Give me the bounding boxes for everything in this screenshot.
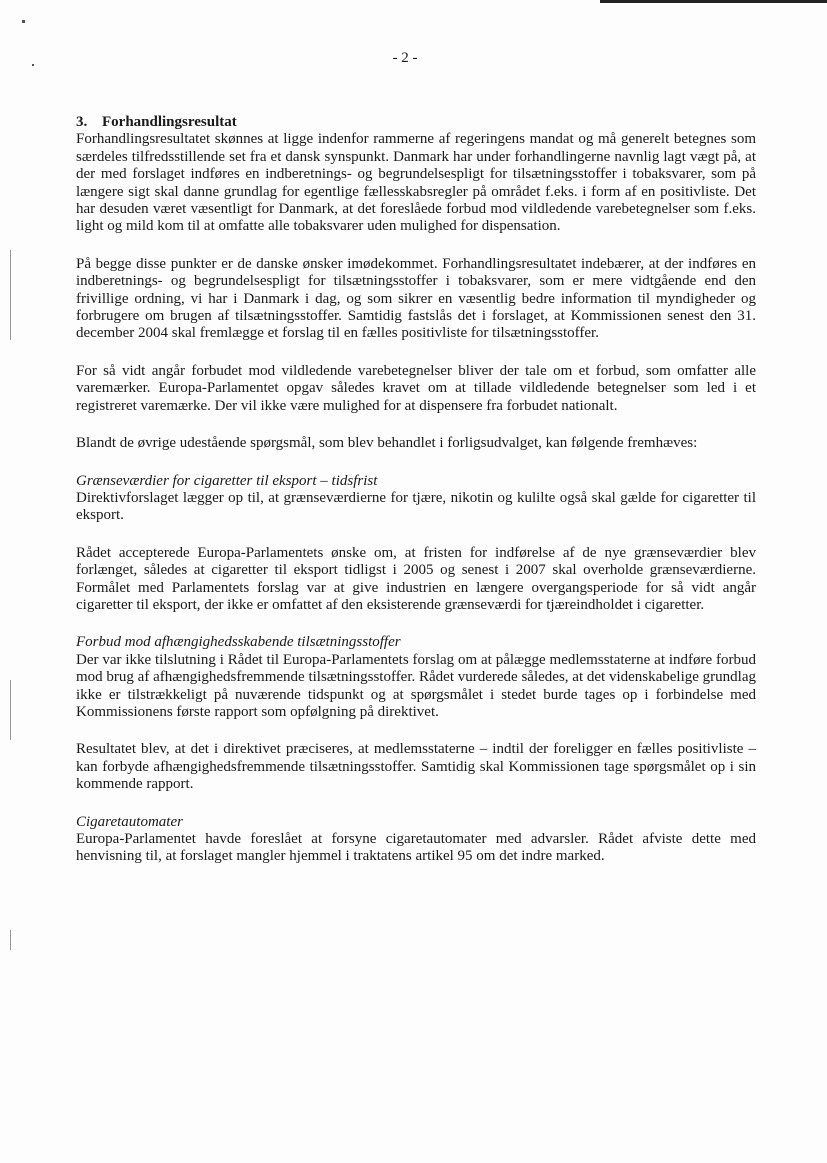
scan-edge-line [10,680,11,740]
scan-edge-line [10,930,11,950]
subsection-heading: Forbud mod afhængighedsskabende tilsætningsstoffer [76,634,401,651]
scan-speck [22,20,25,23]
section-heading [76,114,756,131]
paragraph: Forhandlingsresultatet skønnes at ligge indenfor rammerne af regeringens mandat og må generelt betegnes som særdeles tilfredsstillende set fra et dansk synspunkt. Danmark har under forhandlingerne navnlig lagt vægt på, at der med forslaget indføres en indberetnings- og begrundelsespligt for tilsætningsstoffer i tobaksvarer, som på længere sigt skal danne grundlag for egentlige fællesskabsregler på området f.eks. i form af en positivliste. Det har desuden været væsentligt for Danmark, at det foreslåede forbud mod vildledende varebetegnelser som f.eks. light og mild kom til at omfatte alle tobaksvarer uden mulighed for dispensation. [76,131,756,235]
paragraph: Blandt de øvrige udestående spørgsmål, som blev behandlet i forligsudvalget, kan følgende fremhæves: [76,435,698,452]
paragraph: Der var ikke tilslutning i Rådet til Europa-Parlamentets forslag om at pålægge medlemsstaterne at indføre forbud mod brug af afhængighedsfremmende tilsætningsstoffer. Rådet vurderede således, at det videnskabelige grundlag ikke er tilstrækkeligt på nuværende tidspunkt og at spørgsmålet i stedet burde tages op i forbindelse med Kommissionens første rapport som opfølgning på direktivet. [76,651,756,720]
paragraph: Rådet accepterede Europa-Parlamentets ønske om, at fristen for indførelse af de nye grænseværdier blev forlænget, således at cigaretter til eksport tidligst i 2005 og senest i 2007 skal overholde grænseværdierne. Formålet med Parlamentets forslag var at give industrien en længere overgangsperiode for så vidt angår cigaretter til eksport, der ikke er omfattet af den eksisterende grænseværdi for tjæreindholdet i cigaretter. [76,544,756,613]
paragraph: Resultatet blev, at det i direktivet præciseres, at medlemsstaterne – indtil der foreligger en fælles positivliste – kan forbyde afhængighedsfremmende tilsætningsstoffer. Samtidig skal Kommissionen tage spørgsmålet op i sin kommende rapport. [76,741,756,793]
paragraph: Direktivforslaget lægger op til, at grænseværdierne for tjære, nikotin og kulilte også skal gælde for cigaretter til eksport. [76,489,756,524]
paragraph: På begge disse punkter er de danske ønsker imødekommet. Forhandlingsresultatet indebærer, at der indføres en indberetnings- og begrundelsespligt for tilsætningsstoffer i tobaksvarer, som er mere vidtgående end den frivillige ordning, vi har i Danmark i dag, og som sikrer en væsentlig bedre information til myndigheder og forbrugere om brugen af tilsætningsstoffer. Samtidig fastslås det i forslaget, at Kommissionen senest den 31. december 2004 skal fremlægge et forslag til en fælles positivliste for tilsætningsstoffer. [76,255,756,342]
section-number: 3. [76,114,88,130]
paragraph: Europa-Parlamentet havde foreslået at forsyne cigaretautomater med advarsler. Rådet afviste dette med henvisning til, at forslaget mangler hjemmel i traktatens artikel 95 om det indre marked. [76,831,756,865]
section-title: Forhandlingsresultat [102,114,237,130]
subsection-heading: Cigaretautomater [76,813,183,830]
document-body [76,114,756,866]
subsection-heading: Grænseværdier for cigaretter til eksport – tidsfrist [76,472,378,489]
paragraph: For så vidt angår forbudet mod vildledende varebetegnelser bliver der tale om et forbud, som omfatter alle varemærker. Europa-Parlamentet opgav således kravet om at tillade vildledende betegnelser som led i et registreret varemærke. Der vil ikke være mulighed for at dispensere fra forbudet nationalt. [76,362,756,414]
scan-edge-rule [600,0,827,3]
scan-edge-line [10,250,11,340]
page-number: - 2 - [392,50,418,66]
